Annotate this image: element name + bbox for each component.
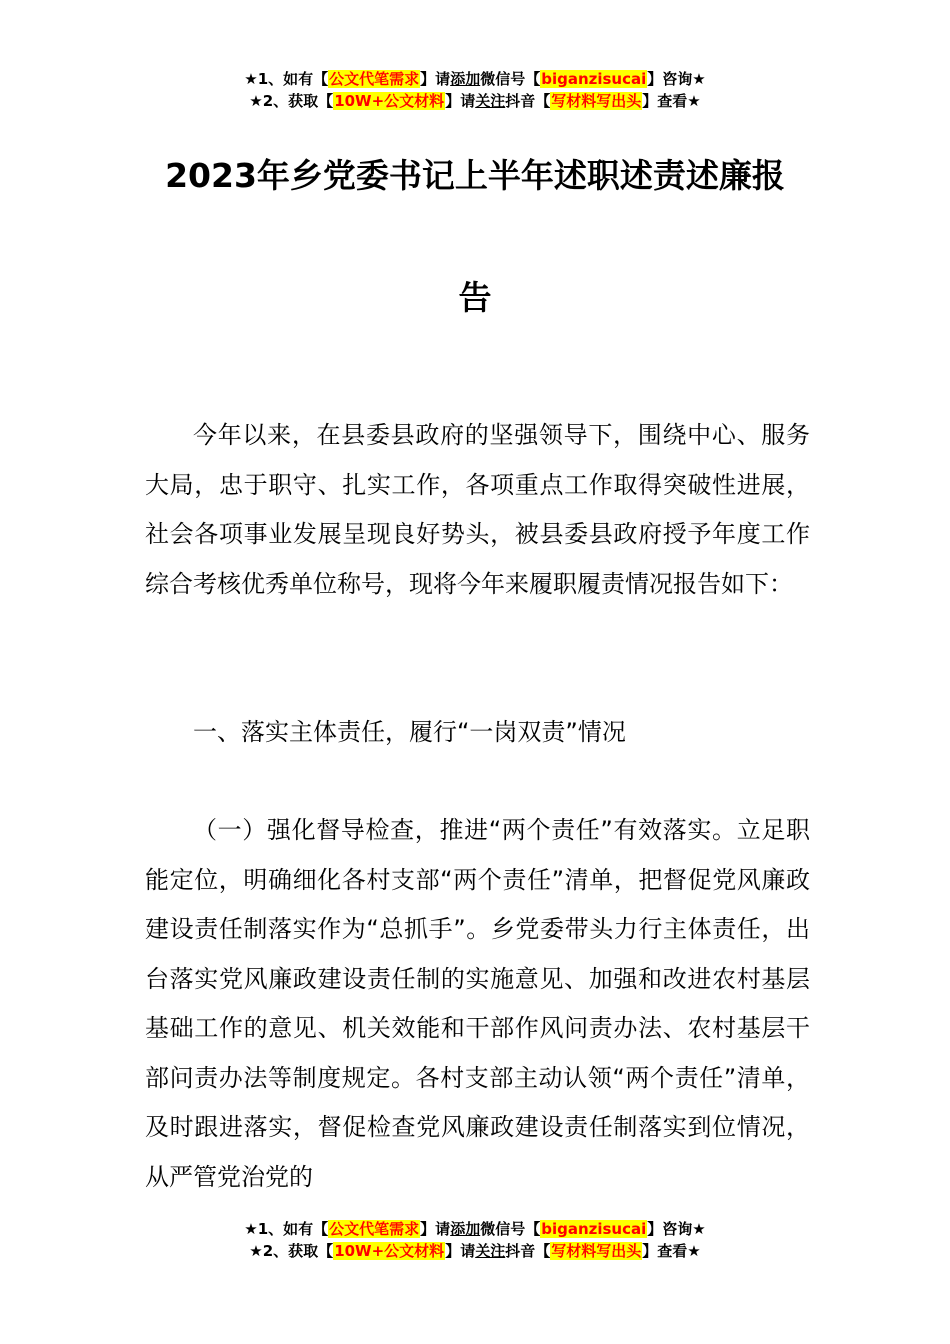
highlight-douyin-id: 写材料写出头 [551,92,642,110]
underlined-text: 关注 [475,92,506,110]
highlight-materials: 10W+公文材料 [334,1242,445,1260]
section-heading-block [145,708,810,758]
banner-text: ★1、如有【 [244,1220,329,1238]
banner-text: 】请 [420,1220,451,1238]
banner-text: 】查看★ [642,1242,701,1260]
banner-line-2 [0,90,950,112]
banner-text: ★2、获取【 [249,92,334,110]
body-paragraph-block [145,806,810,1202]
banner-text: ★2、获取【 [249,1242,334,1260]
highlight-douyin-id: 写材料写出头 [551,1242,642,1260]
banner-text: 】请 [445,92,476,110]
underlined-text: 添加 [450,70,481,88]
intro-paragraph-block [145,411,810,609]
highlight-service: 公文代笔需求 [329,1220,420,1238]
bottom-banner [0,1218,950,1262]
banner-text: 】请 [420,70,451,88]
banner-line-1 [0,68,950,90]
section-heading: 一、落实主体责任，履行“一岗双责”情况 [193,718,626,746]
banner-text: ★1、如有【 [244,70,329,88]
intro-paragraph: 今年以来，在县委县政府的坚强领导下，围绕中心、服务大局，忠于职守、扎实工作，各项重点工作取得突破性进展，社会各项事业发展呈现良好势头，被县委县政府授予年度工作综合考核优秀单位称号，现将今年来履职履责情况报告如下： [145,421,810,598]
document-title-continued: 告 [458,278,492,317]
banner-line-1 [0,1218,950,1240]
banner-text: 抖音【 [505,1242,551,1260]
banner-text: 微信号【 [480,1220,541,1238]
document-title: 2023年乡党委书记上半年述职述责述廉报 [165,156,785,195]
body-paragraph: （一）强化督导检查，推进“两个责任”有效落实。立足职能定位，明确细化各村支部“两个责任”清单，把督促党风廉政建设责任制落实作为“总抓手”。乡党委带头力行主体责任，出台落实党风廉政建设责任制的实施意见、加强和改进农村基层基础工作的意见、机关效能和干部作风问责办法、农村基层干部问责办法等制度规定。各村支部主动认领“两个责任”清单，及时跟进落实，督促检查党风廉政建设责任制落实到位情况，从严管党治党的 [145,816,810,1191]
banner-text: 】咨询★ [647,70,706,88]
highlight-wechat-id: biganzisucai [541,70,647,88]
underlined-text: 添加 [450,1220,481,1238]
underlined-text: 关注 [475,1242,506,1260]
banner-text: 微信号【 [480,70,541,88]
banner-text: 】请 [445,1242,476,1260]
highlight-wechat-id: biganzisucai [541,1220,647,1238]
top-banner [0,68,950,112]
banner-text: 抖音【 [505,92,551,110]
banner-line-2 [0,1240,950,1262]
banner-text: 】查看★ [642,92,701,110]
banner-text: 】咨询★ [647,1220,706,1238]
highlight-materials: 10W+公文材料 [334,92,445,110]
highlight-service: 公文代笔需求 [329,70,420,88]
